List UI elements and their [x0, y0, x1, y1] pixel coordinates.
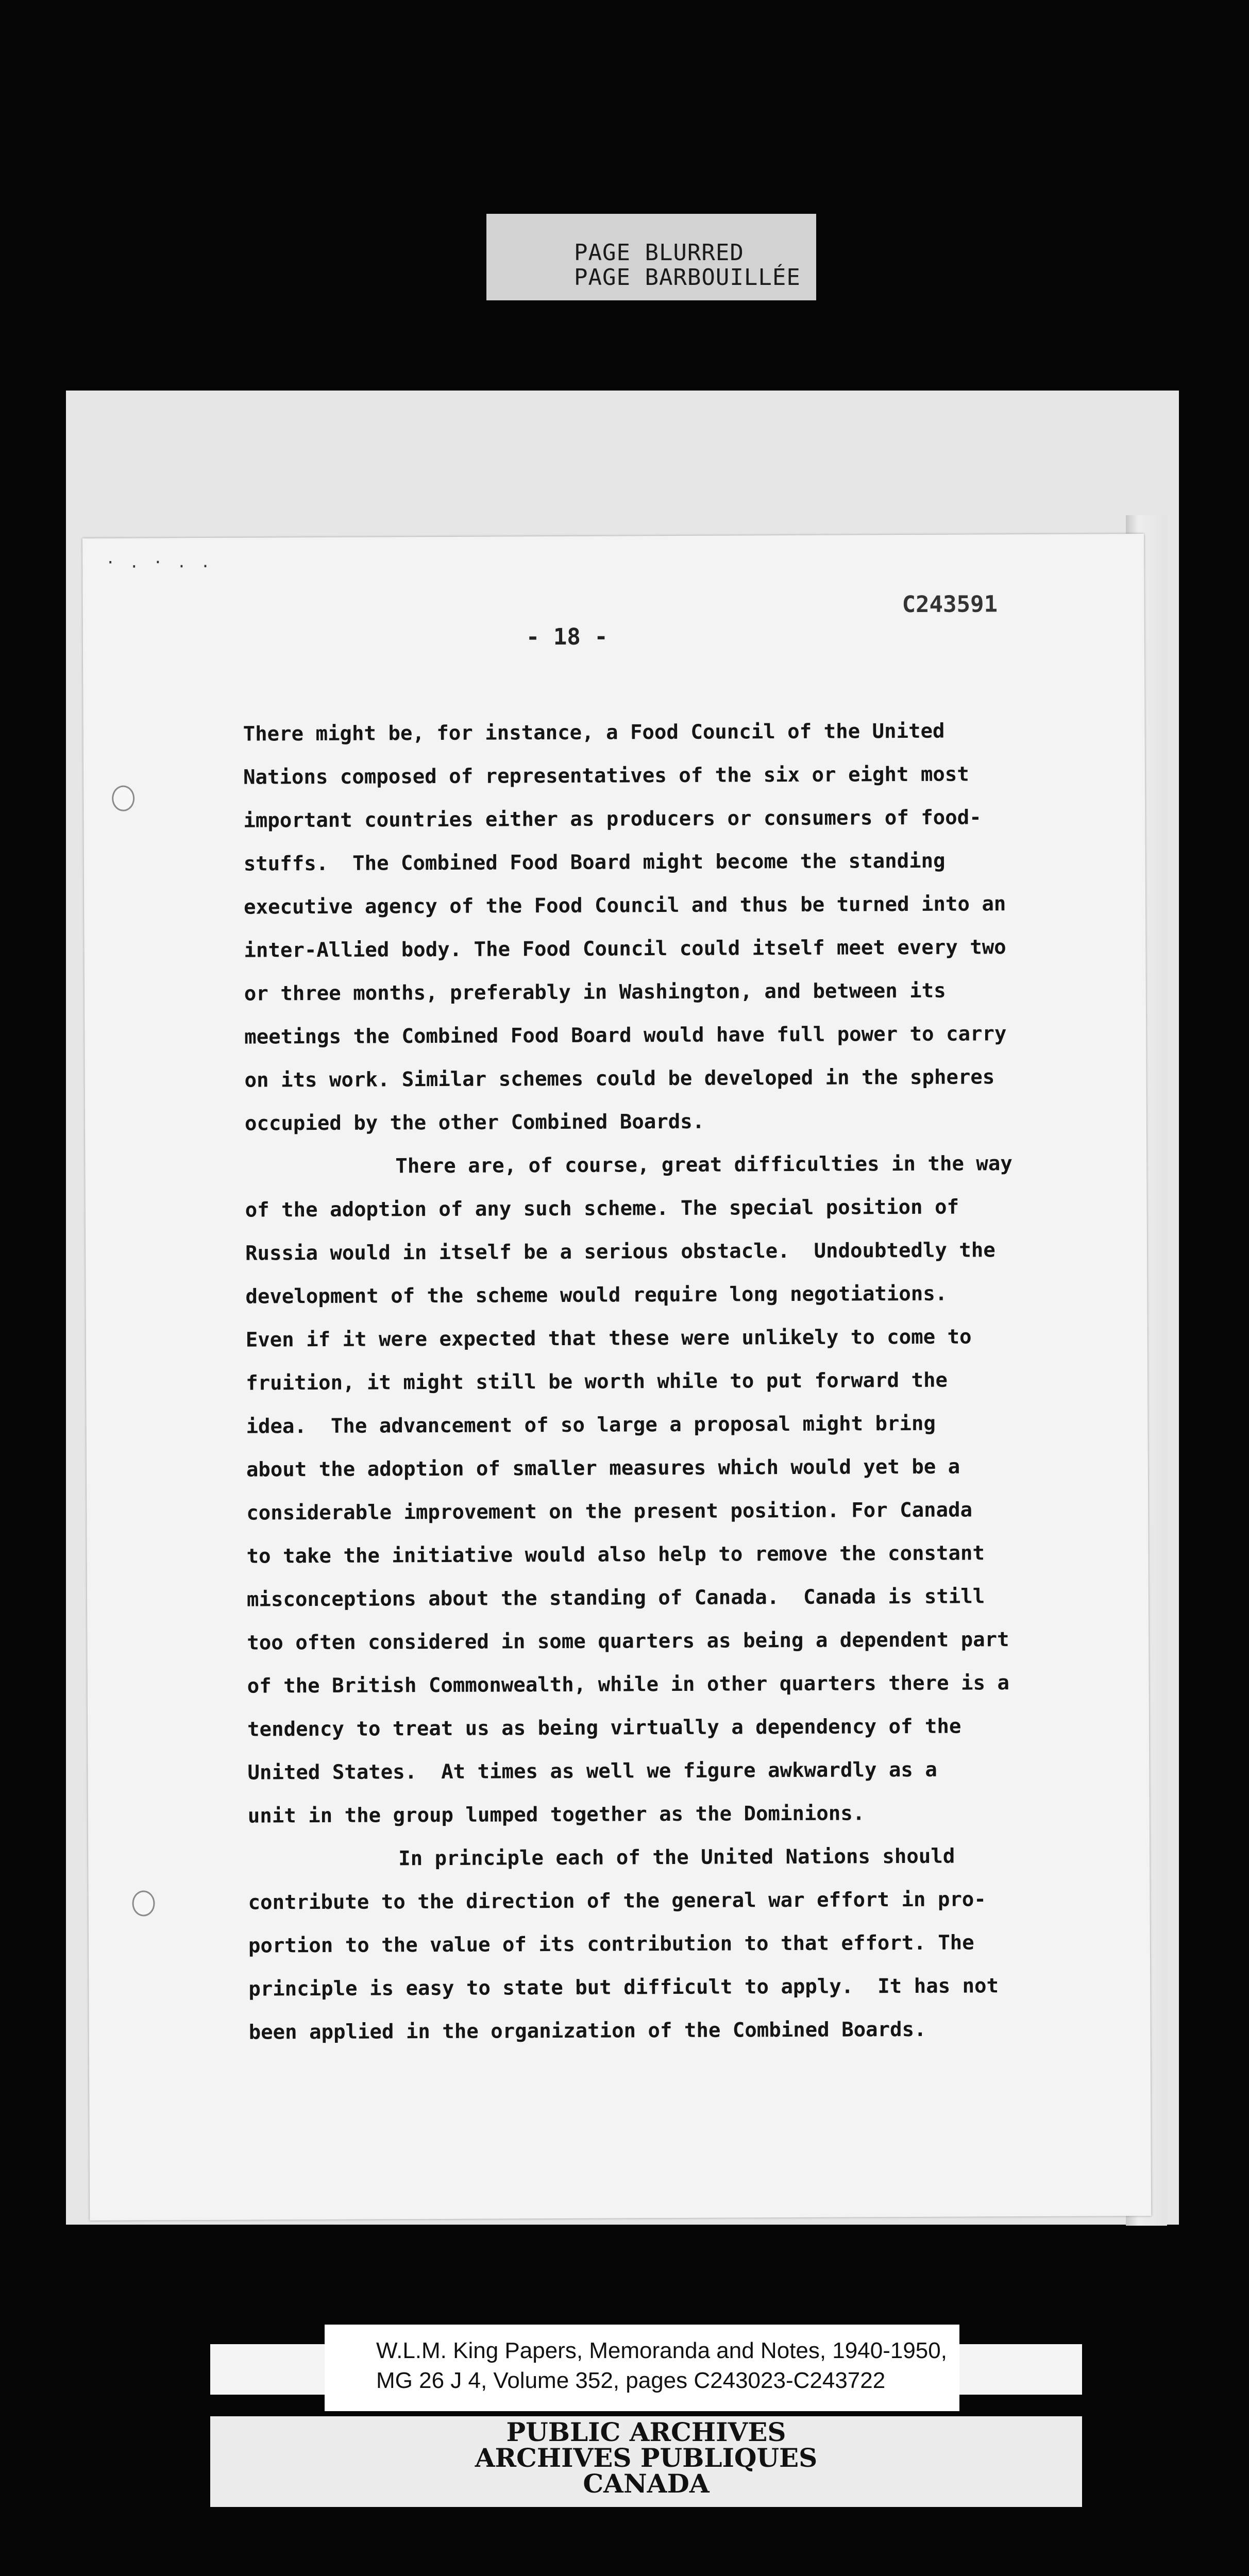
text-line: meetings the Combined Food Board would have full power to carry — [244, 1022, 1007, 1049]
citation-line-2: MG 26 J 4, Volume 352, pages C243023-C243722 — [376, 2368, 886, 2393]
text-line: or three months, preferably in Washington, and between its — [244, 979, 946, 1006]
text-line: too often considered in some quarters as being a dependent part — [247, 1628, 1009, 1655]
blur-stamp-english: PAGE BLURRED — [574, 240, 744, 266]
paragraph — [243, 709, 1131, 1145]
text-line: development of the scheme would require long negotiations. — [245, 1282, 948, 1309]
paper-specks: ·.·.. — [106, 553, 225, 572]
text-line: United States. At times as well we figure awkwardly as a — [247, 1758, 937, 1785]
archives-line-1: PUBLIC ARCHIVES — [506, 2417, 786, 2447]
punch-hole — [132, 1890, 155, 1916]
text-line: fruition, it might still be worth while to put forward the — [246, 1368, 948, 1395]
text-line: There are, of course, great difficulties in the way — [395, 1152, 1012, 1178]
text-line: contribute to the direction of the general war effort in pro- — [248, 1888, 986, 1914]
text-line: portion to the value of its contribution to that effort. The — [248, 1931, 974, 1958]
text-line: Russia would in itself be a serious obstacle. Undoubtedly the — [245, 1239, 995, 1265]
text-line: inter-Allied body. The Food Council could itself meet every two — [244, 936, 1006, 962]
paragraph — [245, 1142, 1134, 1838]
text-line: of the adoption of any such scheme. The special position of — [245, 1195, 959, 1222]
document-page — [82, 534, 1151, 2221]
page-blurred-stamp — [486, 214, 816, 300]
paragraph — [248, 1834, 1135, 2055]
document-id: C243591 — [902, 591, 998, 618]
text-line: stuffs. The Combined Food Board might become the standing — [243, 849, 946, 876]
text-line: important countries either as producers or consumers of food- — [243, 806, 982, 833]
text-line: considerable improvement on the present position. For Canada — [246, 1498, 973, 1525]
text-line: misconceptions about the standing of Canada. Canada is still — [246, 1585, 985, 1612]
punch-hole — [112, 786, 134, 811]
archives-stamp — [210, 2416, 1082, 2507]
text-line: tendency to treat us as being virtually a dependency of the — [247, 1715, 961, 1741]
body-text — [243, 709, 1135, 2054]
text-line: occupied by the other Combined Boards. — [244, 1110, 705, 1136]
citation-label — [325, 2325, 959, 2411]
text-line: In principle each of the United Nations should — [398, 1844, 955, 1871]
text-line: There might be, for instance, a Food Council of the United — [243, 719, 945, 746]
text-line: Even if it were expected that these were unlikely to come to — [245, 1325, 972, 1352]
text-line: principle is easy to state but difficult to apply. It has not — [248, 1974, 999, 2001]
citation-line-1: W.L.M. King Papers, Memoranda and Notes, 1940-1950, — [376, 2338, 947, 2363]
text-line: idea. The advancement of so large a proposal might bring — [246, 1412, 936, 1438]
archives-line-3: CANADA — [583, 2468, 710, 2499]
text-line: to take the initiative would also help to remove the constant — [246, 1541, 985, 1568]
text-line: Nations composed of representatives of the six or eight most — [243, 762, 969, 789]
text-line: unit in the group lumped together as the Dominions. — [247, 1802, 865, 1828]
text-line: been applied in the organization of the Combined Boards. — [248, 2018, 926, 2044]
archives-line-2: ARCHIVES PUBLIQUES — [475, 2443, 818, 2473]
text-line: about the adoption of smaller measures which would yet be a — [246, 1455, 960, 1482]
blur-stamp-french: PAGE BARBOUILLÉE — [574, 264, 801, 291]
page-number: - 18 - — [526, 623, 608, 651]
text-line: on its work. Similar schemes could be developed in the spheres — [244, 1065, 995, 1092]
text-line: of the British Commonwealth, while in other quarters there is a — [247, 1671, 1010, 1698]
text-line: executive agency of the Food Council and thus be turned into an — [244, 892, 1006, 919]
